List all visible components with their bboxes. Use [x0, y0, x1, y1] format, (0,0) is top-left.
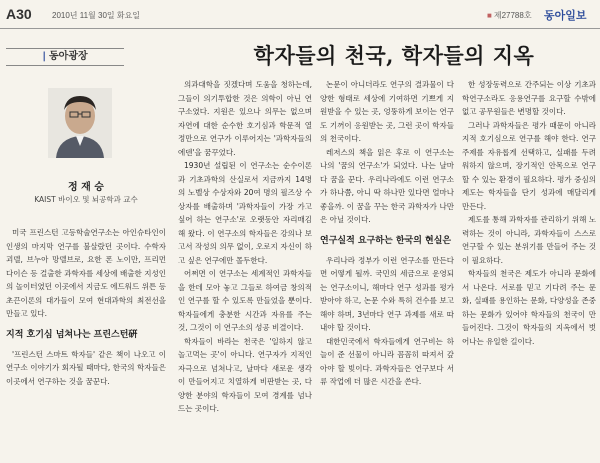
article-column-4 [462, 78, 596, 463]
article-column-1 [6, 226, 166, 463]
paragraph: '프린스턴 스마트 학자들' 같은 책이 나오고 이 연구소 이야기가 회자될 때마다, 한국의 학자들은 이곳에서 연구하는 것을 꿈꾼다. [6, 349, 166, 386]
issue-number: ■ 제27788호 [487, 11, 532, 20]
paragraph: 의과대학을 짓겠다며 도움을 청하는데, 그들이 의기투합한 것은 의학이 아닌 연구소였다. 지원은 있으나 의무는 없으며 자연에 대한 순수한 호기심과 학문적 열정만으로 연구가 이루어지는 '과학자들의 에덴'을 꿈꾸었다. [178, 80, 312, 157]
newspaper-logo: 동아일보 [544, 9, 587, 22]
paragraph: 학자들이 바라는 천국은 '일하지 않고 놀고먹는 곳'이 아니다. 연구자가 지적인 자극으로 넘쳐나고, 날마다 새로운 생각이 만들어지고 치열하게 비판받는 곳, 다양한 분야의 학자들이 모여 경계를 넘나드는 곳이다. [178, 336, 312, 413]
subheading: 연구실적 요구하는 한국의 현실은 [320, 235, 452, 246]
page-number: A30 [6, 6, 32, 22]
paragraph: 미국 프린스턴 고등학술연구소는 아인슈타인이 인생의 마지막 연구를 불살랐던 곳이다. 수학자 괴델, 브누아 망델브로, 요한 폰 노이만, 프리먼 다이슨 등 걸출한 과학자를 세상에 배출한 지성인의 놀이터였던 이곳에서 지금도 에드워드 위튼 등 초끈이론의 대가들이 모여 현대과학의 최전선을 만들고 있다. [6, 228, 166, 318]
paragraph: 논문이 아니더라도 연구의 결과물이 다양한 형태로 세상에 기여하면 기쁘게 지원받을 수 있는 곳, 엉뚱하게 보이는 연구도 기꺼이 응원받는 곳, 그런 곳이 학자들의 천국이다. [320, 80, 454, 143]
publication-date: 2010년 11월 30일 화요일 [52, 11, 141, 20]
author-portrait-icon [48, 88, 112, 158]
author-name: 정 재 승 [68, 182, 104, 193]
author-photo [48, 88, 112, 158]
subheading: 지적 호기심 넘쳐나는 프린스턴硏 [6, 329, 138, 340]
section-label: | 동아광장 [6, 48, 124, 66]
paragraph: 어쩌면 이 연구소는 세계적인 과학자들을 한데 모아 놓고 그들로 하여금 창의적인 연구를 할 수 있도록 만들었을 뿐이다. 학자들에게 충분한 시간과 자유를 주는 것, 그것이 이 연구소의 성공 비결이다. [178, 269, 312, 332]
paragraph: 한 성장동력으로 간주되는 이상 기초과학연구소라도 응용연구를 요구할 수밖에 없고 공무원들은 변명할 것이다. [462, 80, 596, 116]
bullet-icon: ■ [487, 11, 492, 20]
article-column-3 [320, 78, 454, 463]
paragraph: 제도를 통해 과학자를 관리하기 위해 노력하는 것이 아니라, 과학자들이 스스로 연구할 수 있는 분위기를 만들어 주는 것이 필요하다. [462, 215, 596, 265]
paragraph: 우리나라 정부가 이런 연구소를 만든다면 어떻게 될까. 국민의 세금으로 운영되는 연구소이니, 해마다 연구 성과를 평가받아야 하고, 논문 수와 특허 건수를 보고해야 하며, 3년마다 연구 과제를 새로 따내야 할 것이다. [320, 255, 454, 332]
paragraph: 레저스의 책을 읽은 후로 이 연구소는 나의 '꿈의 연구소'가 되었다. 나는 날마다 꿈을 꾼다. 우리나라에도 이런 연구소가 하나쯤, 아니 딱 하나만 있다면 얼마나 좋을까. 이 꿈을 꾸는 한국 과학자가 나만은 아닐 것이다. [320, 147, 454, 224]
author-title: KAIST 바이오 및 뇌공학과 교수 [34, 195, 138, 204]
paragraph: 학자들의 천국은 제도가 아니라 문화에서 나온다. 서로를 믿고 기다려 주는 문화, 실패를 용인하는 문화, 다양성을 존중하는 문화가 있어야 학자들의 천국이 만들어진다. 그것이 학자들의 지옥에서 벗어나는 유일한 길이다. [462, 269, 596, 346]
paragraph: 그러나 과학자들은 평가 때문이 아니라 지적 호기심으로 연구를 해야 한다. 연구 주제를 자유롭게 선택하고, 실패를 두려워하지 않으며, 장기적인 안목으로 연구할 수 있는 환경이 필요하다. 평가 중심의 제도는 학자들을 단기 성과에 매달리게 만든다. [462, 120, 596, 211]
paragraph: 1930년 설립된 이 연구소는 순수이론과 기초과학의 산실로서 지금까지 14명의 노벨상 수상자와 20여 명의 필즈상 수상자를 배출하며 '과학자들이 가장 가고 싶어 하는 연구소'로 오랫동안 자리매김해 왔다. 이 연구소의 학자들은 강의나 보고서 작성의 의무 없이, 오로지 자신이 하고 싶은 연구에만 몰두한다. [178, 161, 312, 265]
article-column-2 [178, 78, 312, 463]
newspaper-header [0, 0, 600, 29]
paragraph: 대한민국에서 학자들에게 연구비는 하늘이 준 선물이 아니라 꼼꼼히 따져서 갚아야 할 빚이다. 과학자들은 연구보다 서류 작업에 더 많은 시간을 쓴다. [320, 336, 454, 386]
section-bar-icon: | [42, 51, 46, 62]
article-headline: 학자들의 천국, 학자들의 지옥 [253, 43, 535, 68]
